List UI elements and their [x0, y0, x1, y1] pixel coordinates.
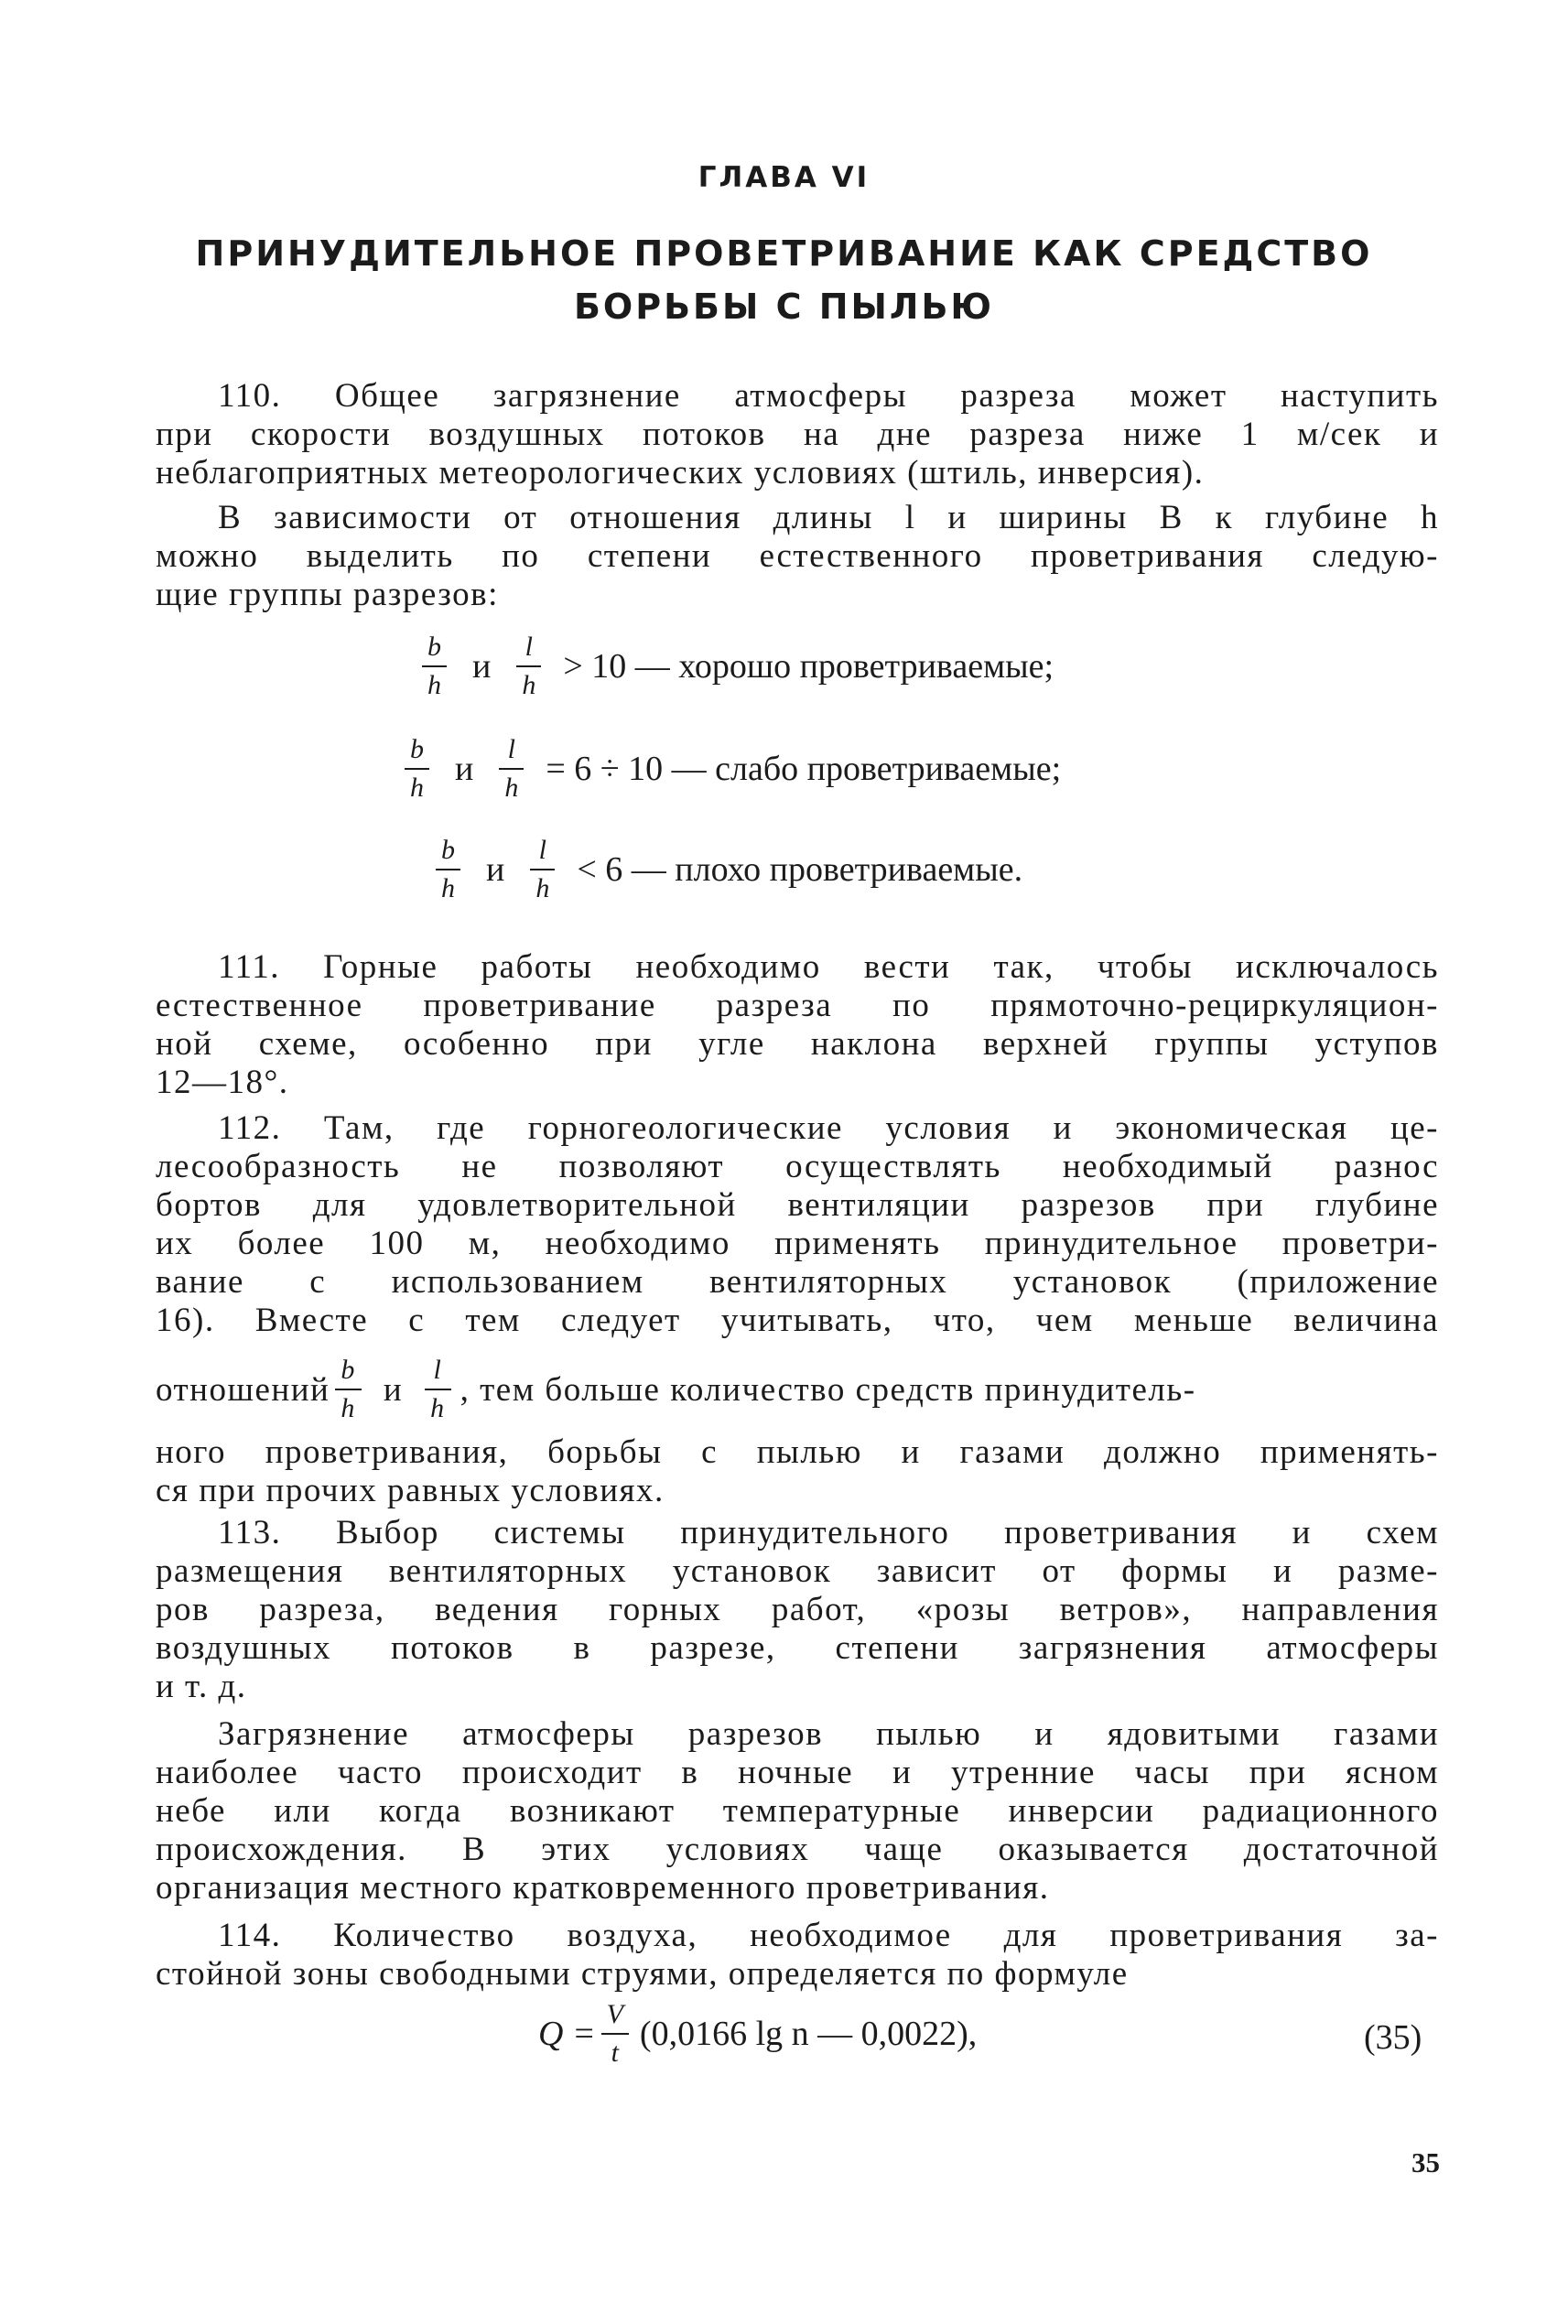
- text-line: естественное проветривание разреза по прямоточно-рециркуляцион-: [156, 987, 1439, 1024]
- conjunction: и: [455, 750, 474, 788]
- text-line: 111. Горные работы необходимо вести так, чтобы исключалось: [218, 948, 1439, 986]
- text-line: ров разреза, ведения горных работ, «розы ветров», направления: [156, 1591, 1439, 1628]
- formula-group-poor: [430, 835, 1022, 904]
- paragraph-111: [156, 948, 1439, 1102]
- text-line: 114. Количество воздуха, необходимое для проветривания за-: [218, 1917, 1439, 1954]
- text-line: бортов для удовлетворительной вентиляции разрезов при глубине: [156, 1186, 1439, 1224]
- text-line: их более 100 м, необходимо применять принудительное проветри-: [156, 1225, 1439, 1262]
- text-line: при скорости воздушных потоков на дне разреза ниже 1 м/сек и: [156, 416, 1439, 453]
- fraction-b-h: $\frac{b}{h}$: [436, 835, 460, 904]
- equation-number: (35): [1364, 2018, 1422, 2057]
- chapter-title: [0, 227, 1568, 333]
- paragraph-112: [156, 1109, 1439, 1340]
- text-line: 113. Выбор системы принудительного проветривания и схем: [218, 1514, 1439, 1551]
- text-line: и т. д.: [156, 1668, 247, 1705]
- conjunction: и: [472, 647, 492, 686]
- text-line: небе или когда возникают температурные инверсии радиационного: [156, 1792, 1439, 1830]
- formula-group-weak: [399, 734, 1061, 804]
- conjunction: и: [486, 850, 505, 889]
- text-line: стойной зоны свободными струями, определяется по формуле: [156, 1955, 1129, 1993]
- fraction-b-h: $\frac{b}{h}$: [405, 734, 429, 804]
- text-line: наиболее часто происходит в ночные и утренние часы при ясном: [156, 1754, 1439, 1791]
- formula-rhs: (0,0166 lg n — 0,0022),: [639, 2015, 978, 2053]
- text-line: неблагоприятных метеорологических условиях (штиль, инверсия).: [156, 454, 1205, 492]
- fraction-b-h: $\frac{b}{h}$: [335, 1355, 362, 1424]
- formula-group-good: [416, 632, 1054, 701]
- relation-text: < 6 — плохо проветриваемые.: [577, 850, 1023, 889]
- paragraph-110: [156, 377, 1439, 492]
- text-line: размещения вентиляторных установок зависит от формы и разме-: [156, 1552, 1439, 1590]
- text-line: лесообразность не позволяют осуществлять необходимый разнос: [156, 1148, 1439, 1185]
- paragraph-113: [156, 1514, 1439, 1706]
- relation-text: > 10 — хорошо проветриваемые;: [563, 647, 1054, 686]
- paragraph-114: [156, 1917, 1439, 1994]
- fraction-l-h: $\frac{l}{h}$: [425, 1355, 451, 1424]
- page-number: 35: [1411, 2146, 1440, 2178]
- fraction-b-h: $\frac{b}{h}$: [422, 632, 447, 701]
- text-line: ной схеме, особенно при угле наклона верхней группы уступов: [156, 1025, 1439, 1063]
- chapter-heading: ГЛАВА VI: [697, 161, 871, 194]
- text-line: организация местного кратковременного проветривания.: [156, 1869, 1050, 1907]
- title-line: ПРИНУДИТЕЛЬНОЕ ПРОВЕТРИВАНИЕ КАК СРЕДСТВО: [195, 233, 1373, 274]
- text-line: происхождения. В этих условиях чаще оказывается достаточной: [156, 1831, 1439, 1868]
- fraction-l-h: $\frac{l}{h}$: [499, 734, 524, 804]
- fraction-v-t: $\frac{V}{t}$: [601, 1999, 629, 2069]
- paragraph-112-inline-formula: [156, 1355, 1439, 1424]
- text-line: 12—18°.: [156, 1064, 289, 1101]
- text-line: 16). Вместе с тем следует учитывать, что, чем меньше величина: [156, 1302, 1439, 1339]
- formula-35: [538, 1999, 977, 2069]
- text-line: В зависимости от отношения длины l и ширины B к глубине h: [218, 499, 1439, 536]
- inline-suffix: , тем больше количество средств принудитель-: [460, 1370, 1196, 1409]
- inline-prefix: отношений: [156, 1370, 330, 1409]
- text-line: можно выделить по степени естественного проветривания следую-: [156, 537, 1439, 575]
- title-line: БОРЬБЫ С ПЫЛЬЮ: [573, 286, 995, 327]
- formula-lhs: Q =: [538, 2015, 596, 2053]
- fraction-l-h: $\frac{l}{h}$: [516, 632, 541, 701]
- relation-text: = 6 ÷ 10 — слабо проветриваемые;: [546, 750, 1062, 788]
- paragraph-113-continued: [156, 1715, 1439, 1908]
- text-line: ного проветривания, борьбы с пылью и газами должно применять-: [156, 1433, 1439, 1471]
- fraction-l-h: $\frac{l}{h}$: [530, 835, 555, 904]
- text-line: 112. Там, где горногеологические условия и экономическая це-: [218, 1109, 1439, 1147]
- text-line: Загрязнение атмосферы разрезов пылью и ядовитыми газами: [218, 1715, 1439, 1753]
- conjunction: и: [383, 1370, 404, 1409]
- text-line: щие группы разрезов:: [156, 576, 499, 613]
- text-line: вание с использованием вентиляторных установок (приложение: [156, 1263, 1439, 1301]
- paragraph-110-groups-intro: [156, 499, 1439, 614]
- text-line: 110. Общее загрязнение атмосферы разреза может наступить: [218, 377, 1439, 415]
- text-line: воздушных потоков в разрезе, степени загрязнения атмосферы: [156, 1629, 1439, 1667]
- paragraph-112-end: [156, 1433, 1439, 1510]
- text-line: ся при прочих равных условиях.: [156, 1472, 665, 1509]
